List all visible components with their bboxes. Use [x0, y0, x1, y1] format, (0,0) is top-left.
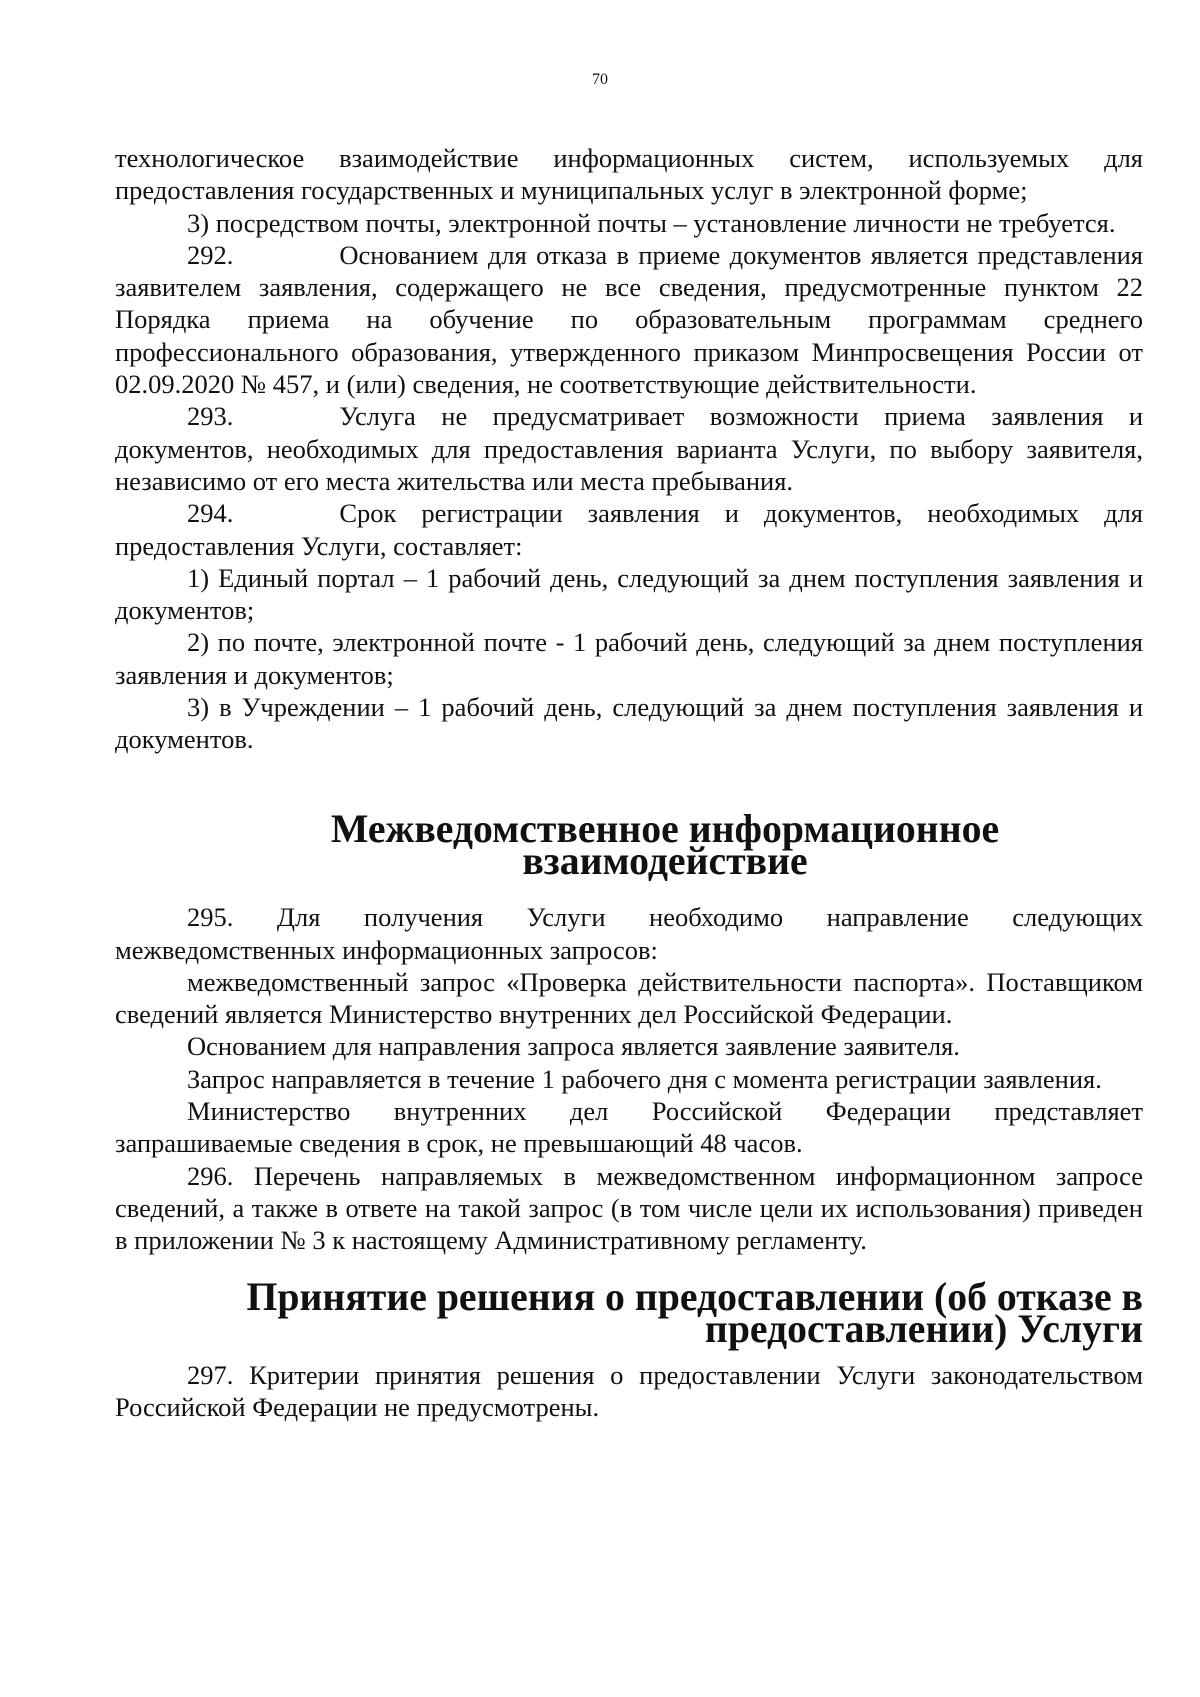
paragraph-295: 295. Для получения Услуги необходимо направление следующих межведомственных информационных запросов: — [115, 902, 1143, 965]
document-body — [115, 142, 1143, 1424]
paragraph: межведомственный запрос «Проверка действительности паспорта». Поставщиком сведений является Министерство внутренних дел Российской Федерации. — [115, 966, 1143, 1030]
paragraph-293: 293. Услуга не предусматривает возможности приема заявления и документов, необходимых для предоставления варианта Услуги, по выбору заявителя, независимо от его места жительства или места пребывания. — [115, 401, 1143, 496]
paragraph: Министерство внутренних дел Российской Федерации представляет запрашиваемые сведения в срок, не превышающий 48 часов. — [115, 1096, 1143, 1159]
paragraph: Запрос направляется в течение 1 рабочего дня с момента регистрации заявления. — [187, 1063, 1102, 1094]
page-number: 70 — [592, 71, 608, 88]
list-item: 2) по почте, электронной почте - 1 рабочий день, следующий за днем поступления заявления и документов; — [115, 627, 1143, 690]
section-heading: Межведомственное информационное взаимодействие — [330, 806, 1000, 883]
section-heading: Принятие решения о предоставлении (об отказе в предоставлении) Услуги — [246, 1274, 1143, 1351]
paragraph: Основанием для направления запроса является заявление заявителя. — [187, 1031, 960, 1062]
list-item: 1) Единый портал – 1 рабочий день, следующий за днем поступления заявления и документов; — [115, 562, 1143, 626]
paragraph-296: 296. Перечень направляемых в межведомственном информационном запросе сведений, а также в ответе на такой запрос (в том числе цели их использования) приведен в приложении № 3 к настоящему Административному регламенту. — [115, 1160, 1143, 1256]
paragraph-292: 292. Основанием для отказа в приеме документов является представления заявителем заявления, содержащего не все сведения, предусмотренные пунктом 22 Порядка приема на обучение по образовательным программам среднего профессионального образования, утвержденного приказом Минпросвещения России от 02.09.2020 № 457, и (или) сведения, не соответствующие действительности. — [115, 239, 1143, 400]
paragraph: 3) посредством почты, электронной почты – установление личности не требуется. — [187, 207, 1116, 238]
paragraph-294: 294. Срок регистрации заявления и документов, необходимых для предоставления Услуги, составляет: — [115, 498, 1143, 561]
list-item: 3) в Учреждении – 1 рабочий день, следующий за днем поступления заявления и документов. — [115, 692, 1143, 755]
paragraph: технологическое взаимодействие информационных систем, используемых для предоставления государственных и муниципальных услуг в электронной форме; — [115, 143, 1143, 206]
paragraph-297: 297. Критерии принятия решения о предоставлении Услуги законодательством Российской Федерации не предусмотрены. — [115, 1360, 1143, 1423]
